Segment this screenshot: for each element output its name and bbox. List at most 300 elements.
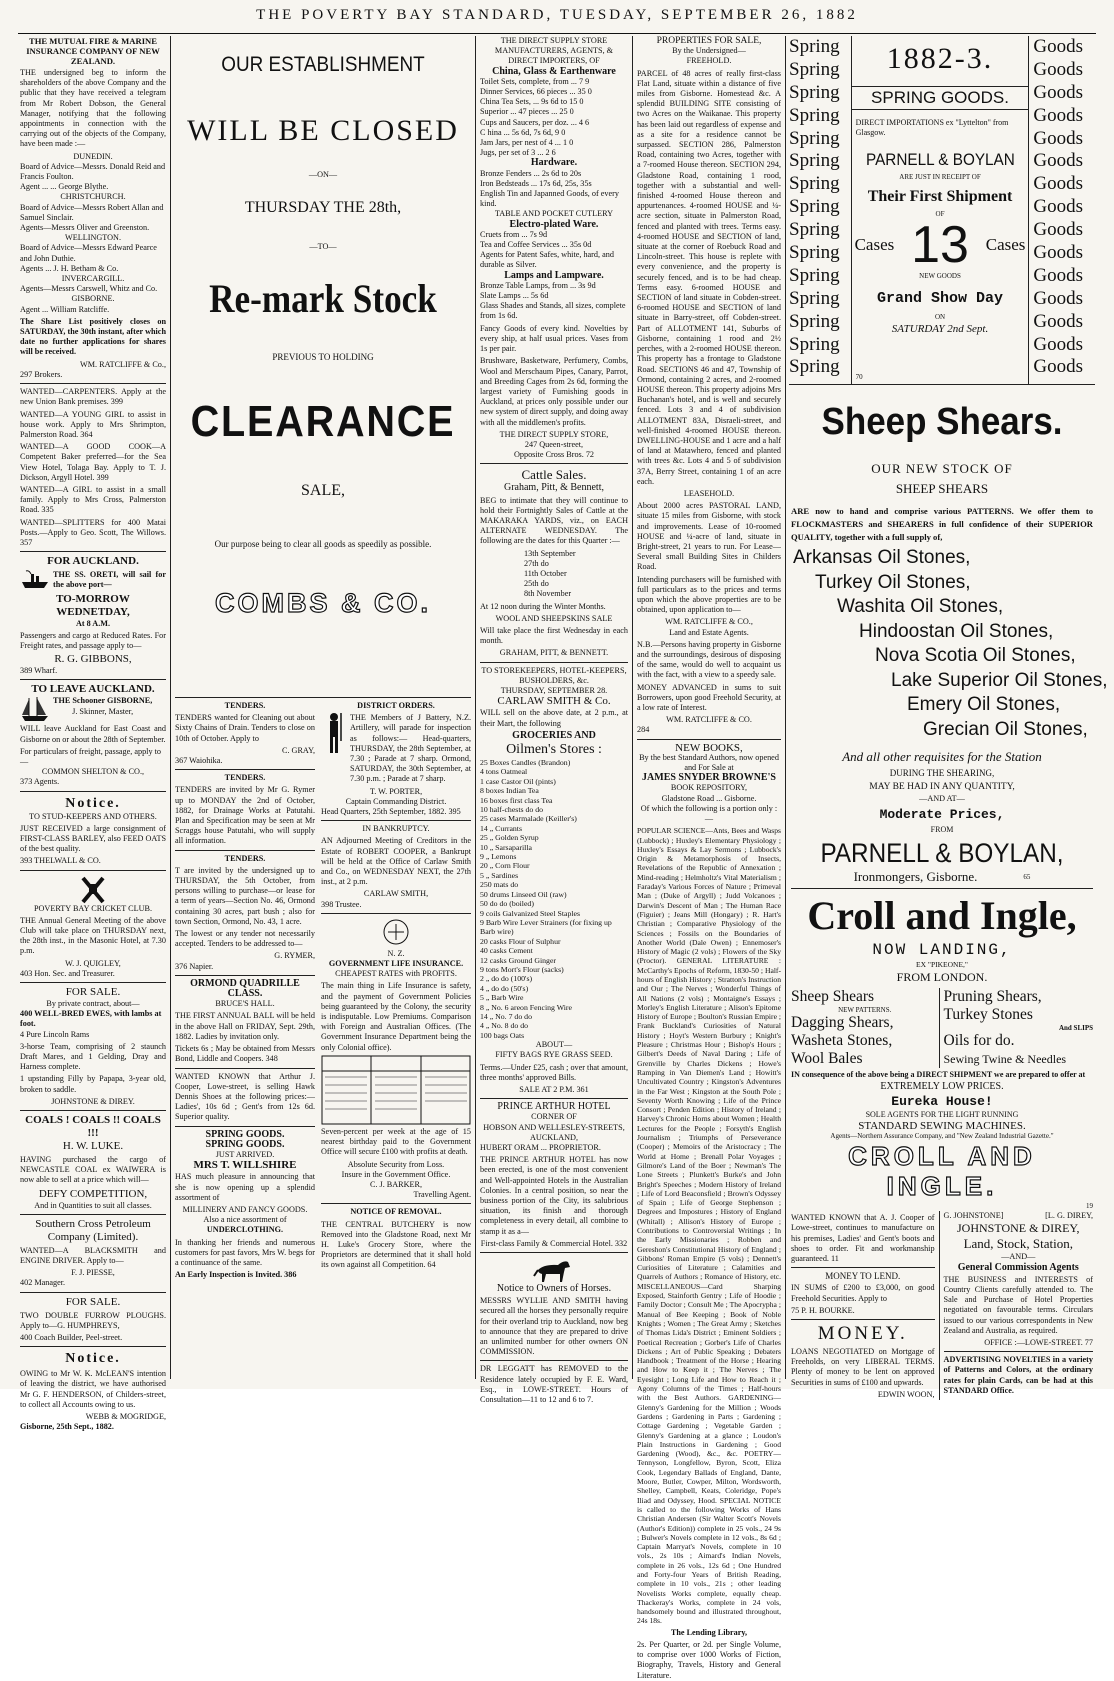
- christchurch-heading: CHRISTCHURCH.: [60, 192, 126, 202]
- column-rule: [785, 36, 786, 1379]
- owing-notice: OWING to Mr W. K. McLEAN'S intention of leaving the district, we have authorised Mr G. F. HENDERSON, of Childers-street, to collect all Accounts owing to us.: [20, 1369, 166, 1409]
- thanking-line: In thanking her friends and numerous customers for past favors, Mrs W. begs for a continuance of the same.: [175, 1237, 315, 1267]
- noon-note: At 12 noon during the Winter Months.: [480, 601, 606, 611]
- christchurch-agents: Agents—Messrs Oliver and Greenston.: [20, 223, 150, 233]
- col2-right-sub: [321, 701, 471, 1280]
- also-line: Also a nice assortment of: [203, 1215, 287, 1225]
- divider: [944, 1351, 1093, 1352]
- goods-word: Goods: [1033, 173, 1084, 195]
- wool-heading: WOOL AND SHEEPSKINS SALE: [495, 613, 613, 623]
- by-undersigned: By the Undersigned—: [672, 46, 746, 56]
- sale-date: 13th September: [524, 548, 576, 558]
- spring-goods-1: SPRING GOODS.: [205, 1128, 285, 1140]
- goods-word: Goods: [1033, 127, 1084, 149]
- willshire-body: HAS much pleasure in announcing that she is now opening up a splendid assortment of: [175, 1172, 315, 1202]
- wellington-agents: Agents ... J. H. Betham & Co.: [20, 263, 119, 273]
- ratcliffe-name: WM. RATCLIFFE & CO.,: [665, 617, 753, 627]
- column-rule: [632, 36, 633, 1379]
- thursday-line: THURSDAY THE 28th,: [244, 199, 402, 217]
- sale-line: SALE,: [301, 481, 345, 499]
- col2-left-sub: [175, 701, 315, 1280]
- partner-names: [944, 1211, 1093, 1221]
- croll-ingle-outline: CROLL AND INGLE.: [848, 1141, 1036, 1202]
- spring-word: Spring: [789, 104, 840, 126]
- commission-agents: General Commission Agents: [957, 1261, 1079, 1273]
- gisborne-heading: GISBORNE.: [71, 294, 115, 304]
- divider: [480, 463, 628, 464]
- goods-word: Goods: [1033, 333, 1084, 355]
- store-item: 14 „ No. 7 do do: [480, 1011, 532, 1021]
- carlaw-co: CARLAW SMITH & Co.: [497, 695, 611, 708]
- store-item: 25 „ Golden Syrup: [480, 833, 539, 843]
- divider: [321, 820, 471, 821]
- store-item: 10 „ Sarsaparilla: [480, 842, 532, 852]
- on-line: —ON—: [308, 170, 338, 179]
- establishment-heading: OUR ESTABLISHMENT: [221, 53, 425, 76]
- hardware-price-list: [480, 169, 628, 210]
- dunedin-heading: DUNEDIN.: [73, 151, 113, 161]
- direct-supply-title: THE DIRECT SUPPLY STORE MANUFACTURERS, AGENTS, & DIRECT IMPORTERS, OF: [494, 36, 614, 66]
- notice-heading-2: Notice.: [65, 1351, 121, 1367]
- underclothing-line: UNDERCLOTHING.: [206, 1225, 284, 1235]
- terms-line: Terms.—Under £25, cash ; over that amount, three months' approved Bills.: [480, 1062, 628, 1082]
- purpose-line: Our purpose being to clear all goods as speedily as possible.: [214, 538, 432, 549]
- prince-arthur-heading: PRINCE ARTHUR HOTEL: [497, 1101, 611, 1113]
- moderate-prices: Moderate Prices,: [879, 806, 1005, 822]
- tenders-1-heading: TENDERS.: [224, 701, 266, 710]
- may-be-had: MAY BE HAD IN ANY QUANTITY,: [869, 782, 1015, 793]
- column-3: [480, 36, 628, 1405]
- cattle-body: BEG to intimate that they will continue to hold their Fortnightly Sales of Cattle at the MAKARAKA YARDS, viz., on EACH ALTERNATE WEDNESDAY. The following are the dates for this Quarter :—: [480, 495, 628, 546]
- rams-line: 4 Pure Lincoln Rams: [20, 1029, 90, 1039]
- by-best-line: By the best Standard Authors, now opened and For Sale at: [639, 752, 779, 773]
- gpb-signature: GRAHAM, PITT, & BENNETT.: [499, 648, 609, 658]
- oilmen-items: [480, 758, 628, 1040]
- lowest-tender: The lowest or any tender not necessarily accepted. Tenders to be addressed to—: [175, 929, 315, 949]
- barker-name: C. J. BARKER,: [369, 1179, 423, 1189]
- divider: [321, 1203, 471, 1204]
- oil-stone-item: Nova Scotia Oil Stones,: [875, 645, 1076, 666]
- spring-word: Spring: [789, 287, 840, 309]
- column-rule: [475, 36, 476, 1379]
- on-label: ON: [934, 313, 946, 322]
- schooner-name: THE Schooner GISBORNE,: [53, 696, 153, 706]
- store-item: 1 case Castor Oil (pints): [480, 776, 556, 786]
- ad-number-284: 284: [637, 725, 650, 735]
- oil-stone-item: Turkey Oil Stones,: [815, 571, 971, 593]
- horses-heading: Notice to Owners of Horses.: [496, 1283, 612, 1295]
- piesse-name: F. J. PIESSE,: [71, 1268, 115, 1278]
- spring-word: Spring: [789, 36, 840, 57]
- column-rule: [170, 36, 171, 1379]
- webb-signature: WEBB & MOGRIDGE,: [85, 1412, 166, 1422]
- and-slips: And SLIPS: [1058, 1024, 1093, 1033]
- goods-word: Goods: [1033, 36, 1084, 57]
- ryegrass-line: FIFTY BAGS RYE GRASS SEED.: [495, 1050, 613, 1060]
- dunedin-board: Board of Advice—Messrs. Donald Reid and Francis Foulton.: [20, 161, 166, 182]
- wanted-known-cooper: WANTED KNOWN that A. J. Cooper of Lowe-street, continues to manufacture on his premises, Ladies' and Gent's boots and shoes to order. Fit and workmanship guaranteed. 11: [791, 1213, 935, 1264]
- thelwall-signature: 393 THELWALL & CO.: [20, 856, 101, 866]
- lending-library: The Lending Library,: [670, 1627, 748, 1637]
- tenders-2-body: TENDERS are invited by Mr G. Rymer up to MONDAY the 2nd of October, 1882, for Drainage Works at Patutahi. Plan and Specification may be seen at Mr Scraggs house Patutahi, who will supply all information.: [175, 785, 315, 846]
- bourke-line: 75 P. H. BOURKE.: [791, 1305, 855, 1315]
- sale-date: 8th November: [524, 589, 572, 599]
- spring-word: Spring: [789, 150, 840, 172]
- horses-body: MESSRS WYLLIE AND SMITH having secured all the horses they personally require for their overland trip to Auckland, now beg to announce that they are prepared to drive an unlimited number for other owners ON COMMISSION.: [480, 1296, 628, 1357]
- removal-heading: NOTICE OF REMOVAL.: [350, 1207, 442, 1217]
- our-new-stock: OUR NEW STOCK OF: [871, 461, 1013, 476]
- spring-word: Spring: [789, 219, 840, 241]
- new-goods-line: NEW GOODS: [919, 271, 961, 280]
- spring-word: Spring: [789, 58, 840, 80]
- invercargill-heading: INVERCARGILL.: [61, 274, 125, 284]
- ploughs-line: TWO DOUBLE FURROW PLOUGHS. Apply to—G. HUMPHREYS,: [20, 1310, 166, 1330]
- just-received: JUST RECEIVED a large consignment of FIRST-CLASS BARLEY, also FEED OATS of the best quality.: [20, 823, 166, 854]
- thirteen-number: 13: [911, 215, 969, 274]
- carlaw-smith: CARLAW SMITH,: [363, 889, 429, 899]
- spring-word: Spring: [789, 81, 840, 103]
- lamps-heading: Lamps and Lampware.: [504, 269, 604, 281]
- store-item: 8 „ No. 6 areon Fencing Wire: [480, 1002, 572, 1012]
- price-line: China Tea Sets, ... 9s 6d to 15 0: [480, 97, 584, 107]
- oil-stone-item: Grecian Oil Stones,: [923, 718, 1088, 740]
- divider: [20, 679, 166, 680]
- cattle-heading: Cattle Sales.: [521, 467, 587, 483]
- head-quarters-line: Head Quarters, 25th September, 1882. 395: [321, 807, 461, 817]
- filly-line: 1 upstanding Filly by Papapa, 3-year old, broken to saddle.: [20, 1074, 166, 1094]
- store-item: 5 „ Sardines: [480, 870, 519, 880]
- district-body: THE Members of J Battery, N.Z. Artillery, will parade for inspection as follows:— Head-quarters, THURSDAY, the 28th September, at 7.30 ; Parade at 7 sharp. Ormond, SATURDAY, the 30th September, at 7.30 p.m. ; Parade at 7 sharp.: [350, 713, 471, 784]
- column-4: [637, 36, 781, 1680]
- store-item: 4 „ No. 8 do do: [480, 1021, 529, 1031]
- bankruptcy-heading: IN BANKRUPTCY.: [362, 824, 430, 834]
- and-at-line: —AND AT—: [919, 794, 965, 804]
- nz-line: N. Z.: [387, 948, 405, 958]
- wool-body: Will take place the first Wednesday in each month.: [480, 625, 628, 646]
- divider: [480, 1252, 628, 1253]
- horse-icon: [532, 1256, 576, 1284]
- store-item: 4 tons Oatmeal: [480, 767, 528, 777]
- captain-line: Captain Commanding District.: [345, 796, 447, 806]
- thursday-28: THURSDAY, SEPTEMBER 28.: [500, 685, 608, 695]
- price-line: Tea and Coffee Services ... 35s 0d: [480, 240, 592, 250]
- spring-word-column: [789, 36, 852, 384]
- wanted-cook: WANTED—A GOOD COOK—A Competent Baker preferred—for the Sea View Hotel, Tolaga Bay. Apply to T. J. Dickson, Argyll Hotel. 399: [20, 442, 166, 482]
- eureka-house: Eureka House!: [891, 1094, 993, 1110]
- seven-percent: Seven-percent per week at the age of 15 nearest birthday paid to the Government Office will secure £100 with profits at death.: [321, 1126, 471, 1157]
- saturday-line: SATURDAY 2nd Sept.: [891, 323, 989, 336]
- steamship-icon: [20, 568, 50, 590]
- are-just-line: ARE JUST IN RECEIPT OF: [899, 173, 981, 182]
- wanted-splitters: WANTED—SPLITTERS for 400 Matai Posts.—Apply to Geo. Scott, The Willows. 357: [20, 517, 166, 547]
- to-line: —TO—: [309, 242, 337, 252]
- will-leave-notice: WILL leave Auckland for East Coast and Gisborne on or about the 28th of September.: [20, 724, 166, 744]
- divider: [791, 1319, 935, 1320]
- books-body: POPULAR SCIENCE—Ants, Bees and Wasps (Lubbock) ; Huxley's Elementary Physiology ; Huxley's Essays & Lay Sermons ; Lubbock's Origin & Metamorphosis of Insects, Revelations of the Republic of Annexation ; Mind-reading ; Helmholtz's Vital Materialism ; Faraday's Various Forces of Nature ; Primeval Man ; (Duke of Argyll) ; Judd Volcanoes ; Darwin's Descent of Man ; The Human Race (Figuier) ; Jeans Mill (Hongary) ; R. Hart's Christian ; Comparative Physiology of the Sciences ; Fossils on the Boundaries of Another World (Dale Owen) ; Ennemoser's History of Magic (2 vols) ; Flowers of the Sky (Proctor). GENERAL LITERATURE : McCarthy's Epochs of Reform, 1830-50 ; Half-hours of English History ; Stratton's Instruction and Our ; The Nerves ; Wonderful Things of All Nations (2 vols) ; Montaigne's Essays ; Morley's English Literature ; Alison's Epitome History of Europe ; Boulton's Russian Empire ; Frank Buckland's Curiosities of Natural History ; Hoyt's Western Burbury ; Knight's Pleasure ; Christmas Hour ; Bishop's Hours ; Gilbert's Deeds of Naval Daring ; Life of Grenville by Charles Dickens ; Howe's Ramping in Van Diemen's Land ; Howitt's Uncultivated Country ; Kingston's Adventures in the Far West ; Kingston at the South Pole ; Seventy Worth Knowing ; Life of the Prince Consort ; Penden Edition ; History of Ireland ; Harvey's Chronic Horns about Women ; Health Lectures for the People ; Forsyth's English Journalism ; Triumphs of Perseverance (Cooper) ; Memoirs of the Aristocracy ; The World at Home ; Brenall Polar Voyages ; Gilmore's Land of the Boer ; Newman's The Lone Streets ; Plunkett's Burke's and John Bright's Speeches ; Modern History of Ireland ; Life of Lord Beaconsfield ; Brown's Odyssey of Spain ; Life of George Stephenson ; Degrees and Impostures ; History of England (Whitall) ; Allison's History of Europe ; Contributions to Controversial Writings ; In the Early Missionaries ; Robben and Gereshon's Constitutional History of England ; Gibbons' Roman Empire (5 vols) ; Dennett's Curiosities of Literature ; Calamities and Quarrels of Authors ; Romance of History, etc. MISCELLANEOUS—Card Sharping Exposed, Stainforth Gentry ; Life of Hoodie ; Family Doctor ; Consult Me ; The Apocrypha ; Manual of Bee Keeping ; Book of Noble Knights ; Women ; The Great Army ; Sketches of Thomas Lida's District ; Eminent Soldiers ; Poetical Recreation ; Gorber's Life of Charles Dickens ; Art of Public Speaking ; Debaters Handbook ; Treatment of the Horse ; Hearing and How to Keep it ; The Nerves ; The Eyesight ; Long Life and How to Reach it ; Agony Columns of the Times ; Half-hours with the Best Authors. GARDENING—Glenny's Gardening for the Million ; Woods Gardens ; Gardening in Parts ; Gardening ; Cottage Gardening ; Vegetable Garden ; Glenny's Gardening at a glance ; Loudon's Plain Instructions in Gardening ; Good Gardening (Wood), &c., &c. POETRY—Tennyson, Longfellow, Byron, Scott, Eliza Cook, Legendary Ballads of England, Dante, Moore, Butler, Cowper, Milton, Wordsworth, Shelley, Campbell, Keats, Coleridge, Pope's Iliad and Odyssey, Hood. SPECIAL NOTICE is called to the following Works of Hans Christian Andersen (Sir Walter Scott's Novels (Author's Edition)) complete in 25 vols., 24 9s ; Bulwer's Novels complete in 12 vols., 8s 6d ; Captain Marryat's Novels, complete in 10 vols., 2s 10s ; Aimard's Indian Novels, complete in 26 vols., 12s 6d ; One Hundred and Forty-four Years of British Reading, complete in 10 vols., 21s ; other leading Novelists Works complete, equally cheap. Thackeray's Works, complete in 24 vols, handsomely bound and illustrated throughout, 24s 18s.: [637, 826, 781, 1626]
- for-sale-heading: FOR SALE.: [65, 986, 121, 999]
- shelton-name: COMMON SHELTON & CO.,: [41, 767, 145, 777]
- ironmongers-row: [791, 869, 1093, 885]
- johnstone-signature: JOHNSTONE & DIREY.: [51, 1096, 135, 1106]
- direct-importations: DIRECT IMPORTATIONS ex "Lyttelton" from Glasgow.: [855, 118, 1009, 138]
- store-item: 5 „ Barb Wire: [480, 993, 524, 1003]
- spring-goods-heading: SPRING GOODS.: [852, 86, 1029, 110]
- price-line: Cruets from ... 7s 9d: [480, 229, 548, 239]
- cases-left: Cases: [854, 234, 895, 254]
- store-item: 10 half-chests do do: [480, 805, 544, 815]
- store-item: 25 Boxes Candles (Brandon): [480, 758, 571, 767]
- store-item: 20 casks Flour of Sulphur: [480, 936, 561, 946]
- divider: [175, 850, 315, 851]
- divider: [20, 1292, 166, 1293]
- opposite-line: Opposite Cross Bros. 72: [513, 450, 595, 460]
- oil-stone-item: Lake Superior Oil Stones,: [891, 669, 1108, 691]
- sheep-shears-sub: SHEEP SHEARS: [895, 481, 989, 496]
- agents-northern: Agents—Northern Assurance Company, and "New Zealand Industrial Gazette.": [830, 1131, 1054, 1140]
- parnell-boylan-2: PARNELL & BOYLAN,: [820, 837, 1064, 868]
- price-line: Bronze Fenders ... 2s 6d to 20s: [480, 168, 582, 178]
- wharf-line: 389 Wharf.: [20, 666, 58, 676]
- standard-machines: STANDARD SEWING MACHINES.: [858, 1119, 1026, 1132]
- combs-heading: COMBS & CO.: [214, 587, 431, 618]
- and-connector: —AND—: [1001, 1252, 1036, 1262]
- price-line: Jam Jars, per nest of 4 ... 1 0: [480, 138, 574, 148]
- auckland-line: AUCKLAND,: [530, 1132, 578, 1142]
- wanted-blacksmith: WANTED—A BLACKSMITH and ENGINE DRIVER. Apply to—: [20, 1245, 166, 1266]
- column-1: [20, 36, 166, 1432]
- goods-word: Goods: [1033, 287, 1084, 309]
- hardware-heading: Hardware.: [530, 157, 578, 169]
- freehold-heading: FREEHOLD.: [686, 56, 732, 66]
- prince-body: THE PRINCE ARTHUR HOTEL has now been erected, is one of the most convenient and Well-appointed Hotels in the Australian Colonies. In a central position, so near the business portion of the City, its salubrious situation, its finish and thorough completeness in every detail, all combine to stamp it as a—: [480, 1155, 628, 1236]
- spring-word: Spring: [789, 173, 840, 195]
- divider: [20, 791, 166, 792]
- gibbons-name: R. G. GIBBONS,: [54, 653, 132, 666]
- govt-ins-heading: GOVERNMENT LIFE INSURANCE.: [328, 959, 464, 969]
- price-line: C hina ... 5s 6d, 7s 6d, 9 0: [480, 127, 566, 137]
- at-8-am: At 8 A.M.: [75, 618, 111, 628]
- store-item: 250 mats do: [480, 880, 519, 890]
- porter-name: T. W. PORTER,: [369, 786, 423, 796]
- mutual-title: THE MUTUAL FIRE & MARINE INSURANCE COMPANY OF NEW ZEALAND.: [26, 36, 160, 66]
- washeta-item: Washeta Stones,: [791, 1032, 893, 1050]
- land-agents: Land and Estate Agents.: [669, 627, 749, 637]
- ratcliffe-name-2: WM. RATCLIFFE & CO.: [666, 715, 752, 725]
- pruning-item: Pruning Shears,: [943, 988, 1042, 1006]
- to-leave-heading: TO LEAVE AUCKLAND.: [31, 683, 155, 696]
- dunedin-agent: Agent ... ... George Blythe.: [20, 182, 109, 192]
- waiohika-line: 367 Waiohika.: [175, 756, 223, 766]
- ball-notice: THE FIRST ANNUAL BALL will be held in the above Hall on FRIDAY, Sept. 29th, 1882. Ladies by invitation only.: [175, 1011, 315, 1041]
- now-hand-body: ARE now to hand and comprise various PATTERNS. We offer them to FLOCKMASTERS and SHEARERS in full confidence of their SUPERIOR QUALITY, together with a full supply of,: [791, 506, 1093, 542]
- masthead-rule: [18, 33, 1096, 34]
- leggatt-notice: DR LEGGATT has REMOVED to the Residence lately occupied by F. E. Ward, Esq., in LOWE-STREET. Hours of Consultation—11 to 12 and 6 to 7.: [480, 1364, 628, 1405]
- spring-centre: [852, 36, 1030, 384]
- store-item: 20 „ Corn Flour: [480, 861, 530, 871]
- goods-word: Goods: [1033, 264, 1084, 286]
- for-auckland-heading: FOR AUCKLAND.: [47, 555, 139, 568]
- divider: [20, 870, 166, 871]
- store-item: 100 bags Oats: [480, 1030, 525, 1040]
- rymer-name: G. RYMER,: [274, 951, 315, 961]
- browne-name: JAMES SNYDER BROWNE'S: [642, 772, 776, 784]
- cricket-bats-icon: [79, 874, 107, 904]
- l-direy: [L. G. DIREY,: [1045, 1211, 1093, 1221]
- divider: [637, 739, 781, 740]
- spring-word: Spring: [789, 356, 840, 378]
- divider: [175, 975, 315, 976]
- during-shearing: DURING THE SHEARING,: [889, 768, 995, 778]
- divider: [20, 982, 166, 983]
- office-line: OFFICE :—LOWE-STREET. 77: [984, 1338, 1093, 1348]
- store-item: 4 „ do do (50's): [480, 983, 529, 993]
- new-books-heading: NEW BOOKS,: [675, 741, 743, 754]
- goods-word: Goods: [1033, 356, 1084, 378]
- divider: [480, 1360, 628, 1361]
- land-stock: Land, Stock, Station,: [963, 1236, 1073, 1252]
- store-item: 2 „ do do (100's): [480, 974, 533, 984]
- lamps-price-list: [480, 281, 628, 322]
- store-item: 40 casks Cement: [480, 946, 533, 956]
- oil-stone-item: Emery Oil Stones,: [907, 694, 1061, 715]
- bottom-left-ads: [791, 1211, 940, 1400]
- cases-right: Cases: [985, 234, 1026, 254]
- electro-price-list: [480, 230, 628, 271]
- cutlery-heading: TABLE AND POCKET CUTLERY: [494, 209, 614, 219]
- quantities-line: And in Quantities to suit all classes.: [34, 1200, 152, 1210]
- divider: [480, 662, 628, 663]
- store-item: 9 coils Galvanized Steel Staples: [480, 908, 581, 918]
- divider: [791, 1267, 935, 1268]
- price-line: Toilet Sets, complete, from ... 7 9: [480, 76, 590, 86]
- masthead: THE POVERTY BAY STANDARD, TUESDAY, SEPTEMBER 26, 1882: [256, 7, 858, 23]
- passengers-note: Passengers and cargo at Reduced Rates. For Freight rates, and passage apply to—: [20, 630, 166, 650]
- from-london: FROM LONDON.: [896, 970, 988, 985]
- nb-note: N.B.—Persons having property in Gisborne and the surroundings, desirous of disposing of the same, would do well to acquaint us with the fact, with a view to a speedy sale.: [637, 639, 781, 680]
- now-landing: NOW LANDING,: [872, 940, 1012, 959]
- goods-word: Goods: [1033, 150, 1084, 172]
- store-item: 9 tons Mort's Flour (sacks): [480, 964, 564, 974]
- intending-note: Intending purchasers will be furnished with full particulars as to the prices and terms upon which the above properties are to be obtained, upon application to—: [637, 574, 781, 615]
- money-lend-body: IN SUMS of £200 to £3,000, on good Freehold Securities. Apply to: [791, 1283, 935, 1303]
- stud-keepers: TO STUD-KEEPERS AND OTHERS.: [29, 811, 157, 821]
- sale-2pm: SALE AT 2 P.M. 361: [519, 1085, 589, 1094]
- goods-word: Goods: [1033, 104, 1084, 126]
- china-heading: China, Glass & Earthenware: [492, 65, 616, 77]
- electro-heading: Electro-plated Ware.: [509, 218, 599, 230]
- money-advanced: MONEY ADVANCED in sums to suit Borrowers, upon good Freehold Security, at a low rate of Interest.: [637, 682, 781, 712]
- extremely-low: EXTREMELY LOW PRICES.: [880, 1081, 1004, 1093]
- wanted-carpenters: WANTED—CARPENTERS. Apply at the new Union Bank premises. 399: [20, 387, 166, 407]
- goods-word: Goods: [1033, 58, 1084, 80]
- napier-line: 376 Napier.: [175, 961, 214, 971]
- quigley-name: W. J. QUIGLEY,: [65, 958, 121, 968]
- sheep-shears-heading: Sheep Shears.: [821, 401, 1063, 443]
- business-body: THE BUSINESS and INTERESTS of Country Clients carefully attended to. The Sale and Purchase of Hotel Properties negotiated on favourable terms. Circulars issued to our various correspondents in New Zealand and Australia, as required.: [943, 1274, 1093, 1335]
- sale-date: 27th do: [524, 558, 549, 568]
- inspection-line: An Early Inspection is Invited. 386: [175, 1270, 297, 1280]
- fancy-goods: Fancy Goods of every kind. Novelties by every ship, at half usual prices. Vases from 1s per pair.: [480, 323, 628, 354]
- petroleum-heading: Southern Cross Petroleum Company (Limited).: [35, 1217, 151, 1243]
- johnstone-direy: JOHNSTONE & DIREY,: [956, 1221, 1080, 1236]
- schooner-master: J. Skinner, Master,: [72, 706, 134, 716]
- wool-bales-item: Wool Bales: [791, 1050, 863, 1068]
- bankruptcy-body: AN Adjourned Meeting of Creditors in the Estate of ROBERT COOPER, a Bankrupt will be held at the Office of Carlaw Smith and Co., on WEDNESDAY NEXT, the 27th inst., at 2 p.m.: [321, 836, 471, 887]
- grand-show-day: Grand Show Day: [876, 290, 1004, 308]
- goods-word: Goods: [1033, 196, 1084, 218]
- price-line: Jugs, per set of 3 ... 2 6: [480, 148, 556, 158]
- croll-ingle-heading: Croll and Ingle,: [807, 892, 1077, 938]
- loans-body: LOANS NEGOTIATED on Mortgage of Freeholds, on very LIBERAL TERMS. Plenty of money to be lent on approved Securities in sums of £100 and upwards.: [791, 1347, 935, 1387]
- remark-stock: Re-mark Stock: [209, 276, 437, 322]
- coach-builder: 400 Coach Builder, Peel-street.: [20, 1333, 123, 1343]
- clearance-heading: CLEARANCE: [190, 396, 456, 446]
- divider: [175, 1126, 315, 1127]
- spring-goods-advert: [789, 36, 1095, 385]
- properties-heading: PROPERTIES FOR SALE,: [656, 36, 762, 46]
- tomorrow-line: TO-MORROW WEDNETDAY,: [56, 592, 130, 618]
- croll-products-left: [791, 988, 940, 1068]
- tenders-1-body: TENDERS wanted for Cleaning out about Sixty Chains of Drain. Tenders to close on 10th of October. Apply to: [175, 713, 315, 743]
- spring-goods-2: SPRING GOODS.: [205, 1138, 285, 1150]
- price-line: Iron Bedsteads ... 17s 6d, 25s, 35s: [480, 178, 592, 188]
- district-orders-heading: DISTRICT ORDERS.: [357, 701, 435, 710]
- carlaw-body: WILL sell on the above date, at 2 p.m., at their Mart, the following: [480, 708, 628, 728]
- oram-line: HUBERT ORAM ... PROPRIETOR.: [480, 1143, 601, 1153]
- ironmongers-line: Ironmongers, Gisborne.: [853, 868, 978, 884]
- requisites-line: And all other requisites for the Station: [842, 749, 1042, 764]
- bottom-ads: [791, 1211, 1093, 1400]
- quigley-sec: 403 Hon. Sec. and Treasurer.: [20, 968, 115, 978]
- agents-373: 373 Agents.: [20, 777, 60, 787]
- gisborne-date: Gisborne, 25th Sept., 1882.: [20, 1422, 114, 1432]
- properties-body: PARCEL of 48 acres of really first-class Flat Land, situate within a distance of five miles from Gisborne. Homestead &c. A splendid BUILDING SITE consisting of two Acres on the Waikanae. This property has been laid out regardless of expense and as a site for a residence cannot be surpassed. SECTION 286, Palmerston Road, containing two Acres, together with a 7-roomed House thereon. SECTION 294, Gladstone Road, containing 1 rood, together with a substantial and well-finished 4-roomed House thereon and appurtenances. 4-roomed HOUSE and ¼-acre section, situate in Palmerston Road, fenced and planted with trees. Terms easy. 4-roomed HOUSE and SECTION of land, situate at the corner of Roebuck Road and Lincoln-street. This house is replete with every convenience, and the property is securely fenced, and is to be had cheap. Terms easy. 6-roomed HOUSE and SECTION of land situate in Cobden-street. 6-roomed HOUSE and SECTION of land situate in Barry-street, off Cobden-street. Part of ALLOTMENT 141, Suburbs of Gisborne, containing 1 rood and 2½ perches, with a 2-roomed HOUSE thereon. This property has a frontage to Gladstone Road. SECTIONS 46 and 47, Township of Ormond, containing 2 acres, and 2-roomed HOUSE thereon. This property adjoins Mrs Buchanan's hotel, and is well and securely fenced. Lots 3 and 4 of subdivision ALLOTMENT 83A, Disraeli-street, and well-finished 4-roomed HOUSE thereon. DWELLING-HOUSE and 1 acre and a half of land at Matawhero, fenced and planted with trees &c. Lots 4 and 5 of subdivision 37A, Berry Street, containing 1 of an acre each.: [637, 68, 781, 486]
- divider: [20, 1214, 166, 1215]
- following-line: Of which the following is a portion only :—: [640, 803, 778, 824]
- willshire-name: MRS T. WILLSHIRE: [193, 1159, 297, 1172]
- gray-name: C. GRAY,: [282, 745, 315, 755]
- share-list-note: The Share List positively closes on SATURDAY, the 30th instant, after which date no further applications for shares will be received.: [20, 316, 166, 357]
- sheep-shears-item: Sheep Shears: [791, 988, 875, 1006]
- ad-number-70: 70: [855, 372, 863, 381]
- for-sale-heading-2: FOR SALE.: [65, 1295, 121, 1308]
- spring-word: Spring: [789, 242, 840, 264]
- column-2: [175, 36, 471, 1379]
- new-patterns: NEW PATTERNS.: [838, 1006, 892, 1015]
- christchurch-board: Board of Advice—Messrs Robert Allan and Samuel Sinclair.: [20, 202, 164, 222]
- year-heading: 1882-3.: [886, 42, 994, 75]
- divider: [175, 1068, 315, 1069]
- price-line: English Tin and Japanned Goods, of every kind.: [480, 189, 619, 209]
- store-item: 14 „ Currants: [480, 823, 523, 833]
- consequence-line: IN consequence of the above being a DIRECT SHIPMENT we are prepared to offer at: [791, 1070, 1086, 1080]
- leasehold-heading: LEASEHOLD.: [683, 488, 735, 498]
- divider: [791, 888, 1093, 889]
- corner-line: CORNER OF: [531, 1112, 577, 1122]
- removal-body: THE CENTRAL BUTCHERY is now Removed into the Gladstone Road, next Mr H. Luke's Grocery Store, where the Proprietors are determined that it shall hold its own against all Competition. 64: [321, 1219, 471, 1270]
- luke-name: H. W. LUKE.: [62, 1140, 124, 1153]
- oil-stone-item: Hindoostan Oil Stones,: [859, 620, 1054, 642]
- divider: [321, 913, 471, 914]
- insure-line: Insure in the Government Office.: [341, 1169, 451, 1179]
- ratcliffe-signature: WM. RATCLIFFE & Co.,: [80, 359, 166, 369]
- gisborne-agent: Agent ... William Ratcliffe.: [20, 304, 110, 314]
- divider: [175, 697, 471, 698]
- price-line: Bronze Table Lamps, from ... 3s 9d: [480, 280, 596, 290]
- advertising-novelties: ADVERTISING NOVELTIES in a variety of Patterns and Colors, at the ordinary rates for plain Cards, can be had at this STANDARD Office.: [943, 1355, 1093, 1395]
- coals-heading: COALS ! COALS !! COALS !!!: [25, 1114, 161, 1140]
- cricket-heading: POVERTY BAY CRICKET CLUB.: [33, 903, 153, 913]
